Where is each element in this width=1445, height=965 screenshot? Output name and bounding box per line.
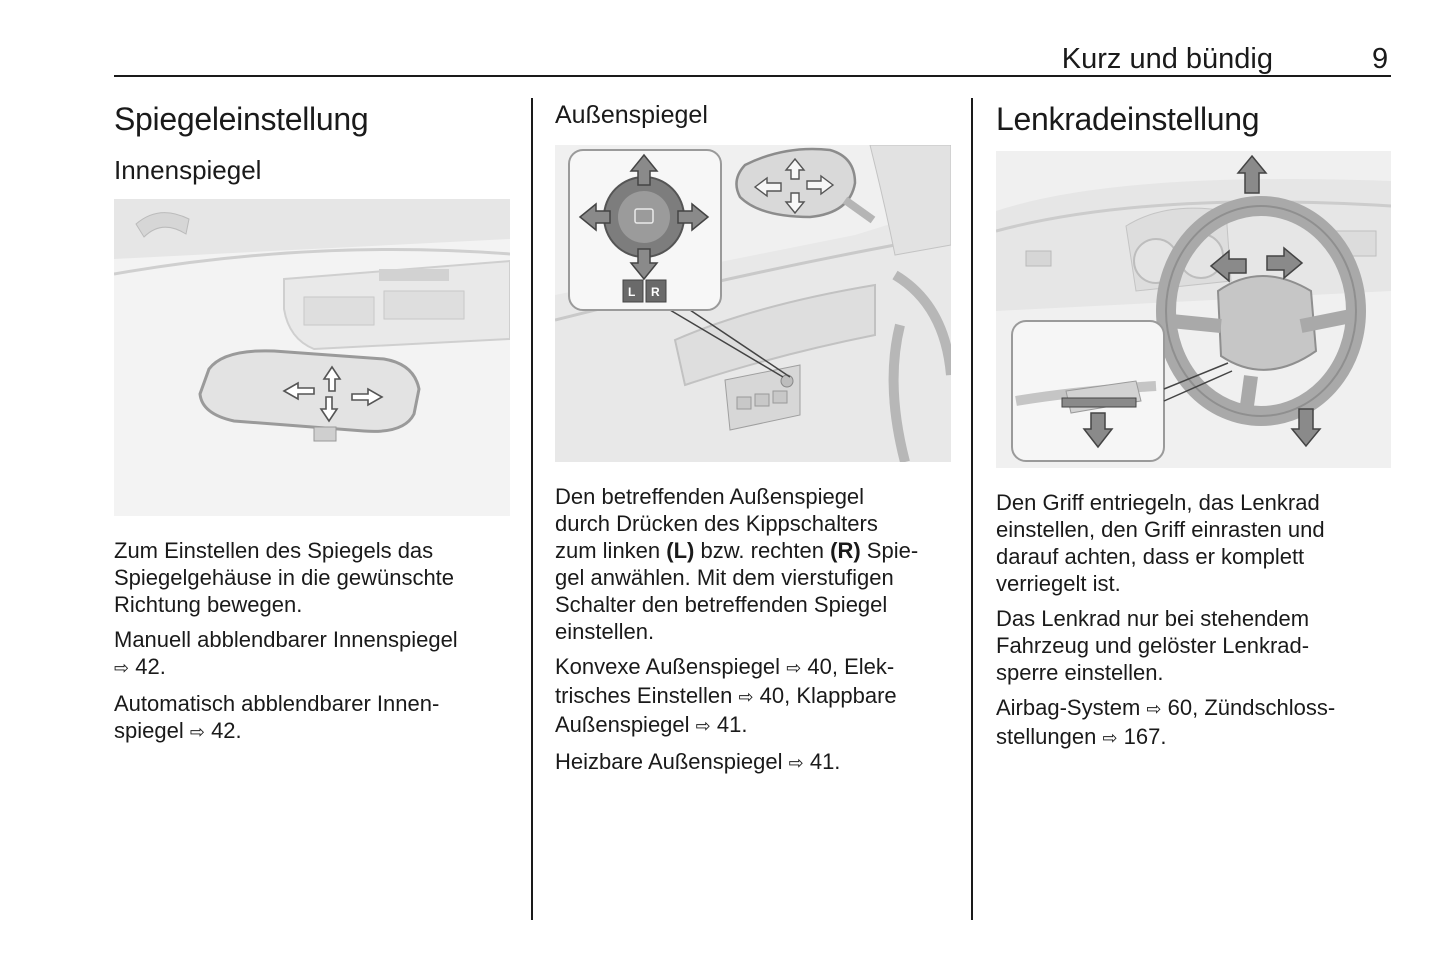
col1-para3-line: spiegel <box>114 718 184 743</box>
col1-para1 <box>114 537 514 618</box>
section-heading-mirror: Spiegeleinstellung <box>114 101 369 137</box>
col2-para2 <box>555 653 965 740</box>
col1-para1-line: Spiegelgehäuse in die gewünschte <box>114 565 455 590</box>
col2-para1-line: Schalter den betreffenden Spiegel <box>555 592 888 617</box>
col1-text <box>114 537 514 754</box>
page-reference[interactable]: 40, Elek- <box>807 654 895 679</box>
left-label: (L) <box>666 538 695 563</box>
col1-para3-line: Automatisch abblendbarer Innen- <box>114 691 440 716</box>
page-reference[interactable]: 42. <box>135 654 166 679</box>
page-reference[interactable]: 167. <box>1123 724 1167 749</box>
page-ref-arrow-icon: ⇨ <box>114 658 130 678</box>
col1-para1-line: Richtung bewegen. <box>114 592 303 617</box>
steering-wheel-figure <box>996 151 1391 468</box>
col3-para3-line: stellungen <box>996 724 1097 749</box>
col3-para1-line: verriegelt ist. <box>996 571 1121 596</box>
col2-text <box>555 483 965 785</box>
col2-para1-line: durch Drücken des Kippschalters <box>555 511 878 536</box>
interior-mirror-illustration <box>114 199 510 516</box>
col1-para1-line: Zum Einstellen des Spiegels das <box>114 538 434 563</box>
col3-para1-line: darauf achten, dass er komplett <box>996 544 1305 569</box>
col2-para1-line: gel anwählen. Mit dem vierstufigen <box>555 565 894 590</box>
subheading-interior-mirror: Innenspiegel <box>114 155 262 185</box>
col2-para1-line: Spie- <box>860 538 919 563</box>
page-reference[interactable]: 41. <box>716 712 748 737</box>
page-reference[interactable]: 41. <box>809 749 841 774</box>
page-reference[interactable]: 42. <box>211 718 242 743</box>
col1-para2-line: Manuell abblendbarer Innenspiegel <box>114 627 458 652</box>
col2-para2-line: Außenspiegel <box>555 712 690 737</box>
right-label: (R) <box>830 538 861 563</box>
col3-para2-line: Fahrzeug und gelöster Lenkrad- <box>996 633 1310 658</box>
exterior-mirror-illustration <box>555 145 951 462</box>
page-reference[interactable]: 60, Zündschloss- <box>1167 695 1336 720</box>
col3-para1-line: einstellen, den Griff einrasten und <box>996 517 1325 542</box>
interior-mirror-figure <box>114 199 510 516</box>
col3-text <box>996 489 1396 760</box>
col2-para1-line: bzw. rechten <box>694 538 831 563</box>
col2-para1-line: zum linken <box>555 538 667 563</box>
page-ref-arrow-icon: ⇨ <box>786 658 802 678</box>
col1-para2 <box>114 626 514 682</box>
switch-label-left-overlay: L <box>628 285 636 299</box>
col3-para1 <box>996 489 1396 597</box>
col2-para3-line: Heizbare Außenspiegel <box>555 749 783 774</box>
col3-para3-line: Airbag-System <box>996 695 1141 720</box>
col3-para2-line: sperre einstellen. <box>996 660 1164 685</box>
col3-para3 <box>996 694 1396 752</box>
col2-para2-line: trisches Einstellen <box>555 683 733 708</box>
col3-para1-line: Den Griff entriegeln, das Lenkrad <box>996 490 1320 515</box>
col2-para3 <box>555 748 965 777</box>
page-number: 9 <box>1372 43 1389 75</box>
running-header-title: Kurz und bündig <box>1061 43 1273 75</box>
steering-wheel-illustration <box>996 151 1391 468</box>
col2-para1-line: einstellen. <box>555 619 655 644</box>
switch-label-right-overlay: R <box>651 285 660 299</box>
page-ref-arrow-icon: ⇨ <box>738 687 754 707</box>
col3-para2 <box>996 605 1396 686</box>
col1-para3 <box>114 690 514 746</box>
header-divider <box>114 75 1391 77</box>
exterior-mirror-figure <box>555 145 951 462</box>
col2-para1 <box>555 483 965 645</box>
page-ref-arrow-icon: ⇨ <box>189 722 205 742</box>
page-reference[interactable]: 40, Klappbare <box>759 683 897 708</box>
section-heading-steering: Lenkradeinstellung <box>996 101 1260 137</box>
column-divider-1 <box>531 98 533 920</box>
page-ref-arrow-icon: ⇨ <box>695 716 711 736</box>
column-divider-2 <box>971 98 973 920</box>
col2-para1-line: Den betreffenden Außenspiegel <box>555 484 865 509</box>
subheading-exterior-mirror: Außenspiegel <box>555 101 708 129</box>
col2-para2-line: Konvexe Außenspiegel <box>555 654 781 679</box>
page-ref-arrow-icon: ⇨ <box>1102 728 1118 748</box>
col3-para2-line: Das Lenkrad nur bei stehendem <box>996 606 1310 631</box>
page-ref-arrow-icon: ⇨ <box>788 753 804 773</box>
page-ref-arrow-icon: ⇨ <box>1146 699 1162 719</box>
